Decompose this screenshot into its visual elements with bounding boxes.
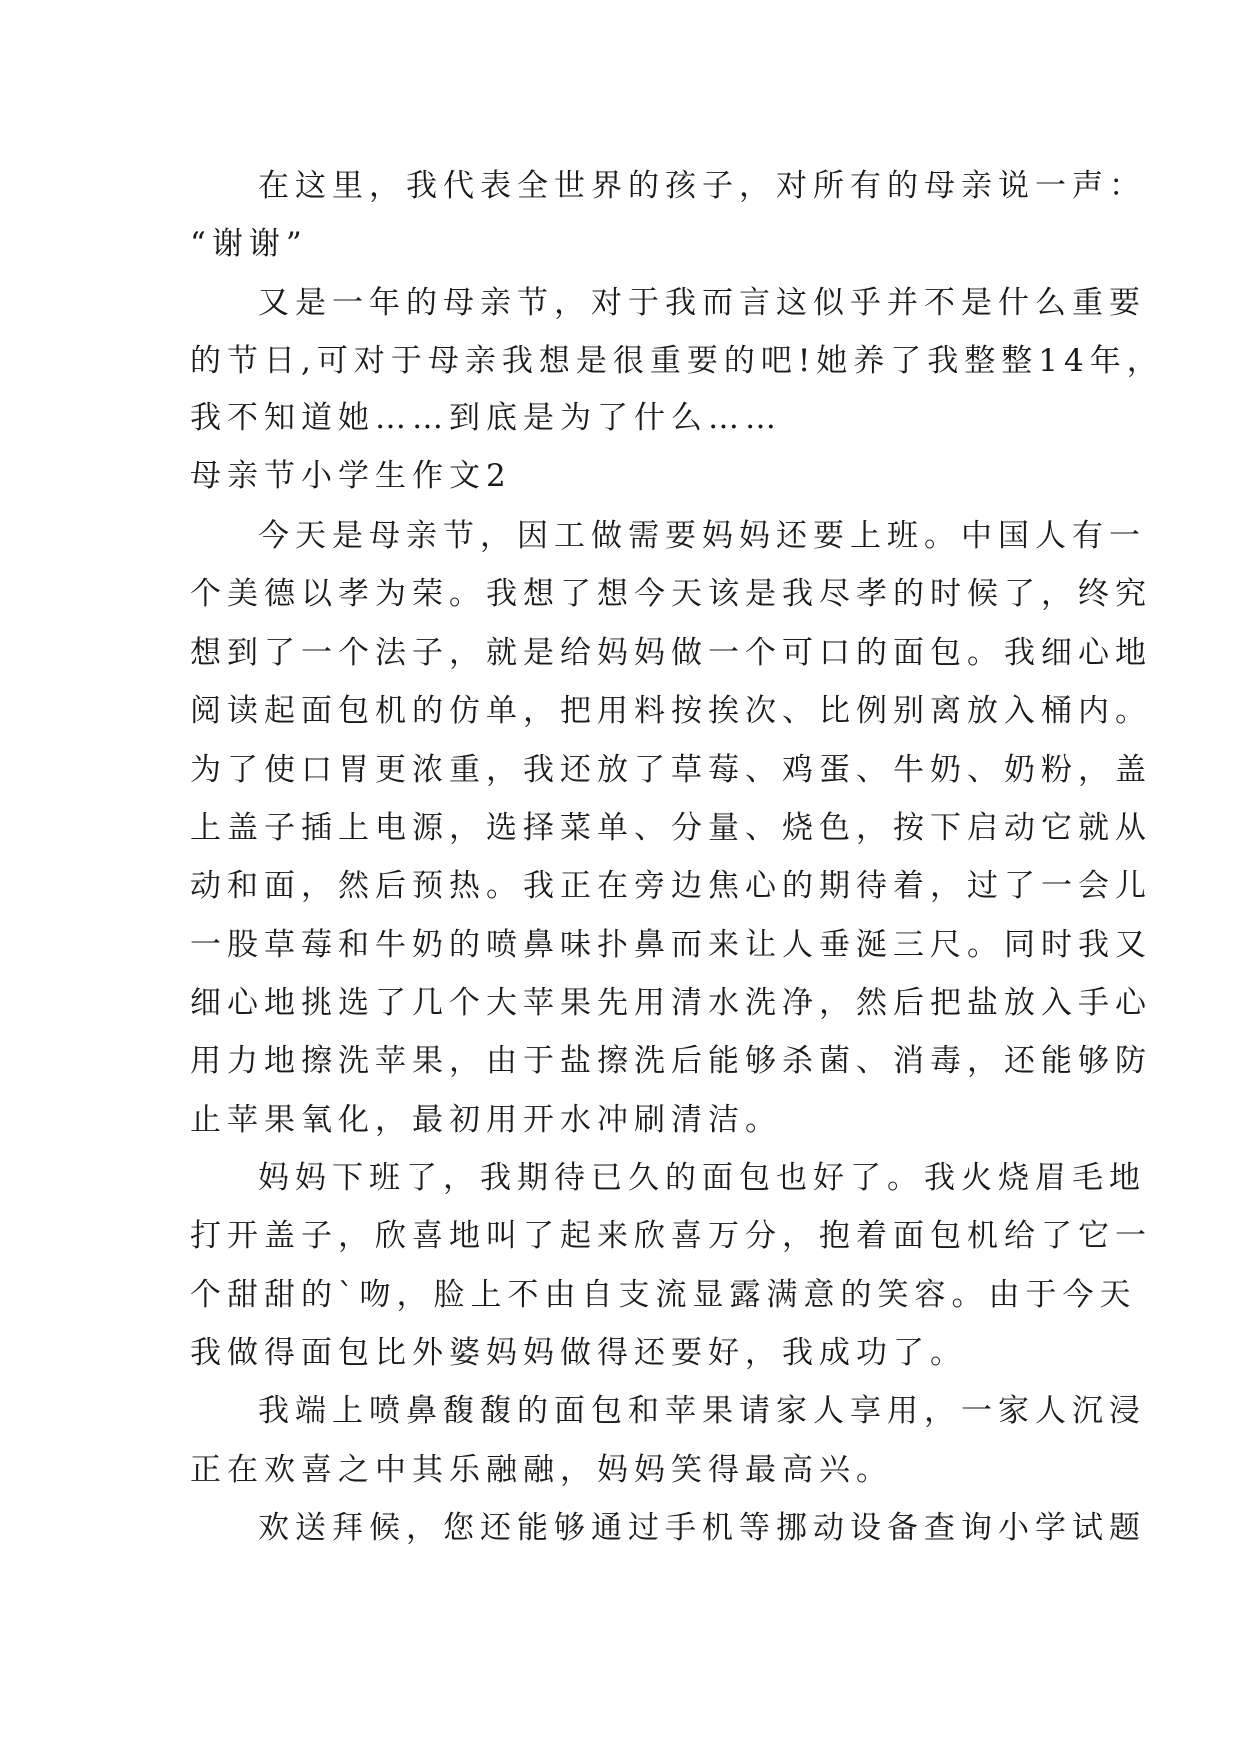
paragraph-line: 动和面，然后预热。我正在旁边焦心的期待着，过了一会儿	[190, 868, 1152, 904]
paragraph-line: 今天是母亲节，因工做需要妈妈还要上班。中国人有一	[258, 518, 1146, 554]
paragraph-line: 妈妈下班了，我期待已久的面包也好了。我火烧眉毛地	[258, 1160, 1146, 1196]
paragraph-line: “谢谢”	[190, 226, 308, 262]
paragraph-line: 细心地挑选了几个大苹果先用清水洗净，然后把盐放入手心	[190, 985, 1152, 1021]
paragraph-line: 为了使口胃更浓重，我还放了草莓、鸡蛋、牛奶、奶粉，盖	[190, 752, 1152, 788]
paragraph-line: 我做得面包比外婆妈妈做得还要好，我成功了。	[190, 1335, 967, 1371]
paragraph-line: 欢送拜候，您还能够通过手机等挪动设备查询小学试题	[258, 1510, 1146, 1546]
paragraph-line: 用力地擦洗苹果，由于盐擦洗后能够杀菌、消毒，还能够防	[190, 1043, 1152, 1079]
paragraph-line: 我端上喷鼻馥馥的面包和苹果请家人享用，一家人沉浸	[258, 1393, 1146, 1429]
paragraph-line: 的节日,可对于母亲我想是很重要的吧!她养了我整整14年，	[190, 343, 1164, 379]
section-heading: 母亲节小学生作文2	[190, 458, 512, 494]
paragraph-line: 正在欢喜之中其乐融融，妈妈笑得最高兴。	[190, 1452, 893, 1488]
paragraph-line: 在这里，我代表全世界的孩子，对所有的母亲说一声：	[258, 168, 1146, 204]
paragraph-line: 阅读起面包机的仿单，把用料按挨次、比例别离放入桶内。	[190, 693, 1152, 729]
paragraph-line: 想到了一个法子，就是给妈妈做一个可口的面包。我细心地	[190, 635, 1152, 671]
paragraph-line: 上盖子插上电源，选择菜单、分量、烧色，按下启动它就从	[190, 810, 1152, 846]
paragraph-line: 我不知道她……到底是为了什么……	[190, 400, 782, 436]
paragraph-line: 打开盖子，欣喜地叫了起来欣喜万分，抱着面包机给了它一	[190, 1218, 1152, 1254]
paragraph-line: 又是一年的母亲节，对于我而言这似乎并不是什么重要	[258, 285, 1146, 321]
paragraph-line: 个美德以孝为荣。我想了想今天该是我尽孝的时候了，终究	[190, 576, 1152, 612]
paragraph-line: 一股草莓和牛奶的喷鼻味扑鼻而来让人垂涎三尺。同时我又	[190, 927, 1152, 963]
paragraph-line: 止苹果氧化，最初用开水冲刷清洁。	[190, 1102, 782, 1138]
paragraph-line: 个甜甜的`吻，脸上不由自支流显露满意的笑容。由于今天	[190, 1277, 1137, 1313]
